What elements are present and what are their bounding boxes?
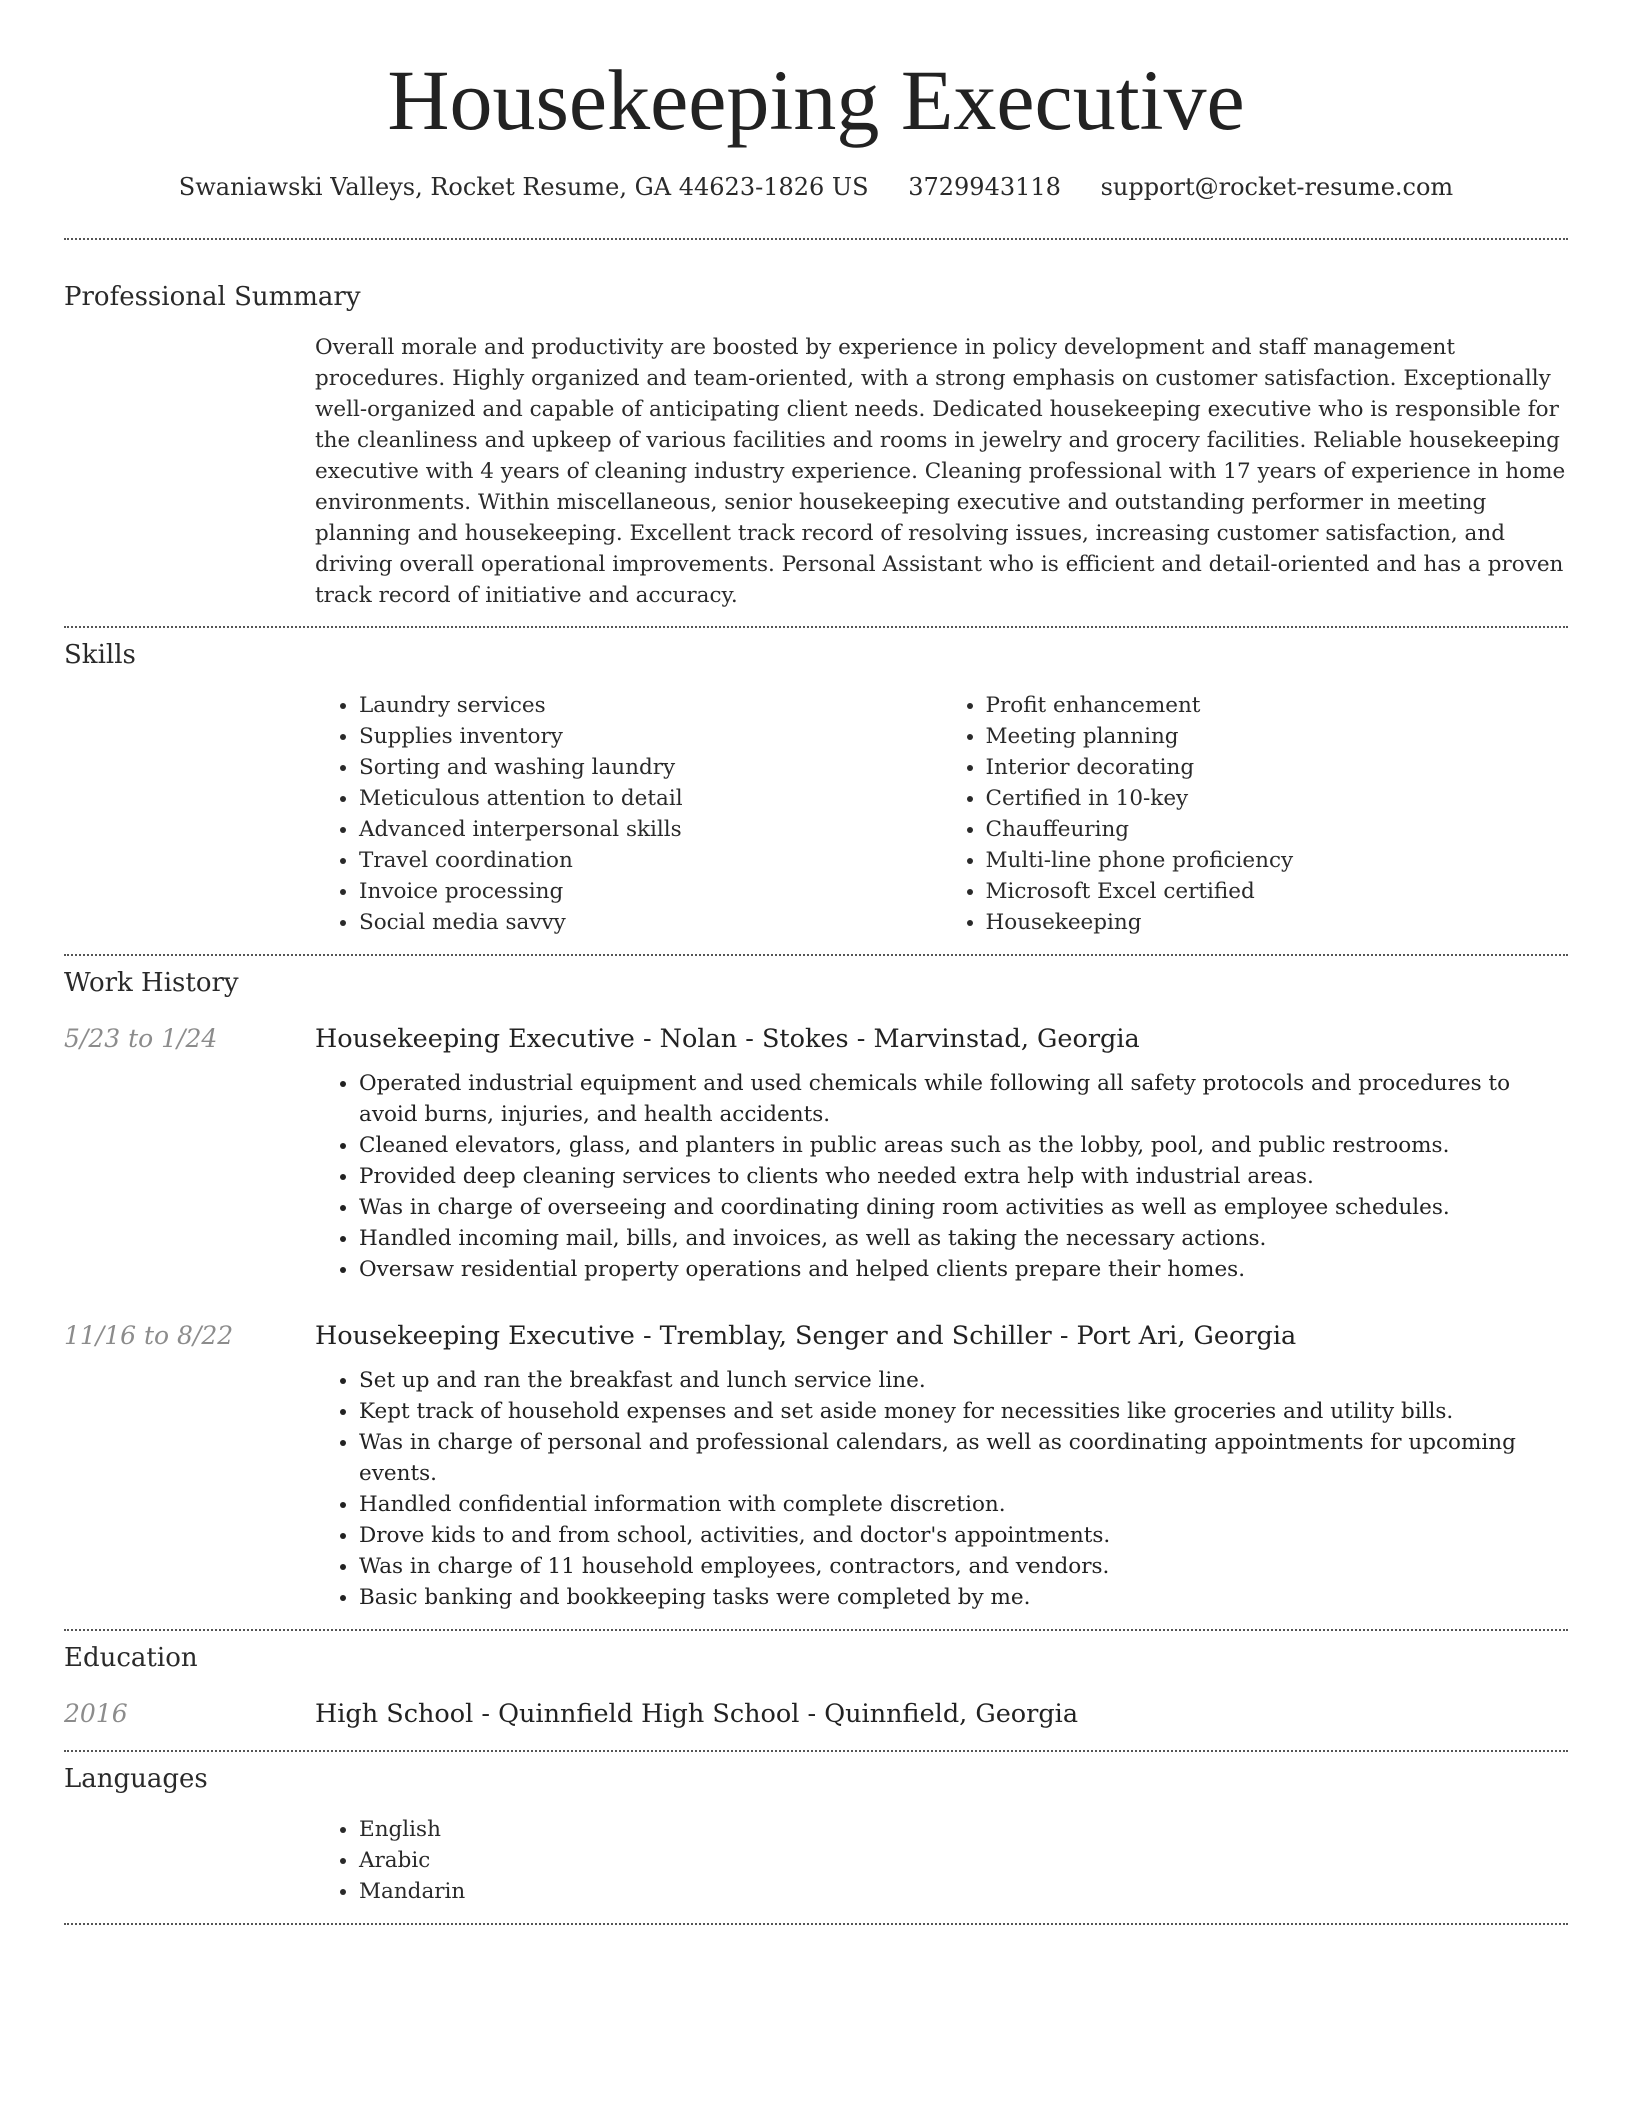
languages-section — [64, 1762, 1568, 1907]
summary-title: Professional Summary — [64, 282, 361, 312]
list-item: • Advanced interpersonal skills — [359, 814, 942, 845]
resume-name: Housekeeping Executive — [387, 52, 1245, 148]
list-item: • Invoice processing — [359, 876, 942, 907]
job-heading: Housekeeping Executive - Tremblay, Senger and Schiller - Port Ari, Georgia — [315, 1321, 1297, 1351]
skills-section — [64, 638, 1568, 938]
list-item: • Meticulous attention to detail — [359, 783, 942, 814]
education-year: 2016 — [64, 1699, 128, 1728]
list-item: • Interior decorating — [986, 752, 1569, 783]
job-bullets — [315, 1068, 1568, 1285]
list-item: • Cleaned elevators, glass, and planters in public areas such as the lobby, pool, and public restrooms. — [359, 1130, 1568, 1161]
section-divider — [64, 626, 1568, 628]
summary-section — [64, 280, 1568, 611]
skills-list-left — [315, 690, 942, 938]
list-item: • Sorting and washing laundry — [359, 752, 942, 783]
list-item: • English — [359, 1814, 1568, 1845]
job-dates: 5/23 to 1/24 — [64, 1024, 218, 1053]
list-item: • Was in charge of personal and professional calendars, as well as coordinating appointments for upcoming events. — [359, 1427, 1568, 1489]
list-item: • Arabic — [359, 1845, 1568, 1876]
list-item: • Chauffeuring — [986, 814, 1569, 845]
education-section — [64, 1641, 1568, 1731]
list-item: • Social media savvy — [359, 907, 942, 938]
section-divider — [64, 954, 1568, 956]
contact-line — [64, 170, 1568, 204]
list-item: • Was in charge of 11 household employees, contractors, and vendors. — [359, 1551, 1568, 1582]
job-heading: Housekeeping Executive - Nolan - Stokes - Marvinstad, Georgia — [315, 1024, 1140, 1054]
section-divider — [64, 1923, 1568, 1925]
languages-list — [315, 1814, 1568, 1907]
list-item: • Oversaw residential property operations and helped clients prepare their homes. — [359, 1254, 1568, 1285]
job-entry — [64, 1022, 1568, 1285]
section-divider — [64, 238, 1568, 240]
list-item: • Operated industrial equipment and used chemicals while following all safety protocols and procedures to avoid burns, injuries, and health accidents. — [359, 1068, 1568, 1130]
list-item: • Kept track of household expenses and set aside money for necessities like groceries and utility bills. — [359, 1396, 1568, 1427]
skills-title: Skills — [64, 640, 136, 670]
list-item: • Travel coordination — [359, 845, 942, 876]
education-title: Education — [64, 1643, 198, 1673]
work-title: Work History — [64, 968, 239, 998]
list-item: • Certified in 10-key — [986, 783, 1569, 814]
section-divider — [64, 1629, 1568, 1631]
list-item: • Handled confidential information with complete discretion. — [359, 1489, 1568, 1520]
list-item: • Microsoft Excel certified — [986, 876, 1569, 907]
contact-phone: 3729943118 — [908, 173, 1061, 201]
list-item: • Drove kids to and from school, activities, and doctor's appointments. — [359, 1520, 1568, 1551]
contact-address: Swaniawski Valleys, Rocket Resume, GA 44623-1826 US — [178, 173, 869, 201]
list-item: • Mandarin — [359, 1876, 1568, 1907]
job-entry — [64, 1319, 1568, 1613]
list-item: • Was in charge of overseeing and coordinating dining room activities as well as employee schedules. — [359, 1192, 1568, 1223]
list-item: • Handled incoming mail, bills, and invoices, as well as taking the necessary actions. — [359, 1223, 1568, 1254]
work-section — [64, 966, 1568, 1613]
education-heading: High School - Quinnfield High School - Quinnfield, Georgia — [315, 1699, 1079, 1729]
section-divider — [64, 1750, 1568, 1752]
list-item: • Profit enhancement — [986, 690, 1569, 721]
summary-text: Overall morale and productivity are boosted by experience in policy development and staff management procedures. Highly organized and team-oriented, with a strong emphasis on customer satisfaction. Exceptionally well-organized and capable of anticipating client needs. Dedicated housekeeping executive who is responsible for the cleanliness and upkeep of various facilities and rooms in jewelry and grocery facilities. Reliable housekeeping executive with 4 years of cleaning industry experience. Cleaning professional with 17 years of experience in home environments. Within miscellaneous, senior housekeeping executive and outstanding performer in meeting planning and housekeeping. Excellent track record of resolving issues, increasing customer satisfaction, and driving overall operational improvements. Personal Assistant who is efficient and detail-oriented and has a proven track record of initiative and accuracy. — [315, 335, 1566, 608]
languages-title: Languages — [64, 1764, 208, 1794]
list-item: • Provided deep cleaning services to clients who needed extra help with industrial areas. — [359, 1161, 1568, 1192]
job-dates: 11/16 to 8/22 — [64, 1321, 234, 1350]
list-item: • Housekeeping — [986, 907, 1569, 938]
list-item: • Set up and ran the breakfast and lunch service line. — [359, 1365, 1568, 1396]
contact-email: support@rocket-resume.com — [1100, 173, 1454, 201]
list-item: • Meeting planning — [986, 721, 1569, 752]
skills-list-right — [942, 690, 1569, 938]
list-item: • Laundry services — [359, 690, 942, 721]
list-item: • Multi-line phone proficiency — [986, 845, 1569, 876]
list-item: • Supplies inventory — [359, 721, 942, 752]
job-bullets — [315, 1365, 1568, 1613]
list-item: • Basic banking and bookkeeping tasks were completed by me. — [359, 1582, 1568, 1613]
